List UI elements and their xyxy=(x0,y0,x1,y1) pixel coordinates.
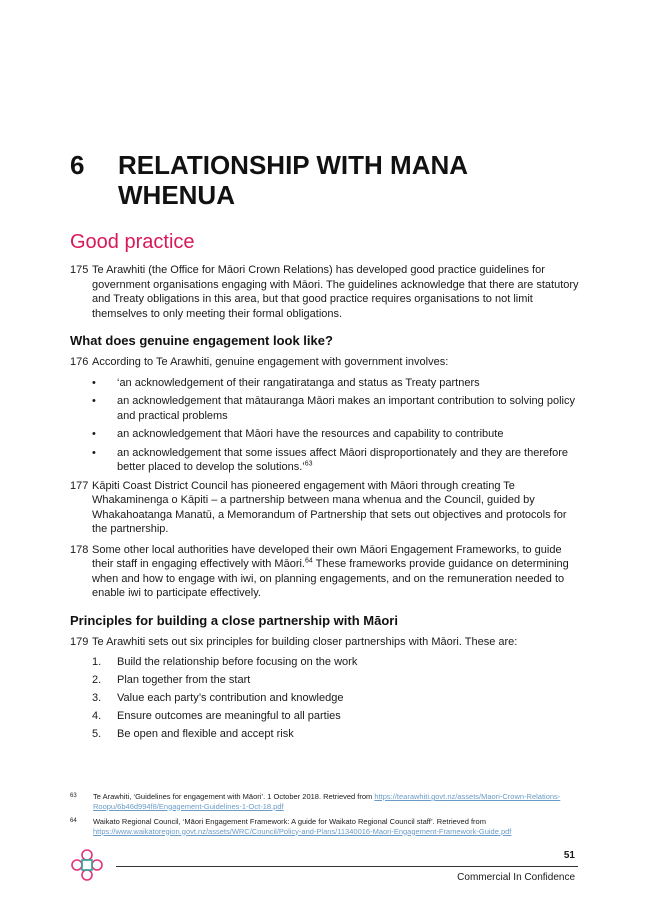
list-text: Be open and flexible and accept risk xyxy=(117,728,294,740)
paragraph-text: According to Te Arawhiti, genuine engagement with government involves: xyxy=(92,356,449,368)
paragraph-text: Te Arawhiti (the Office for Māori Crown Relations) has developed good practice guidelines for government organisations engaging with Māori. The guidelines acknowledge that there are statutory and Treaty obligations in this area, but that good practice requires organisations to not limit themselves to only meeting their formal obligations. xyxy=(92,264,579,320)
paragraph-175 xyxy=(70,263,580,321)
bullet-icon: • xyxy=(92,446,96,459)
paragraph-number: 178 xyxy=(70,543,89,556)
list-number: 5. xyxy=(92,728,102,740)
list-number: 2. xyxy=(92,674,102,686)
confidentiality-label: Commercial In Confidence xyxy=(457,872,575,883)
footnote-64 xyxy=(70,817,580,836)
list-number: 4. xyxy=(92,710,102,722)
subheading-genuine-engagement: What does genuine engagement look like? xyxy=(70,333,333,348)
paragraph-number: 175 xyxy=(70,264,89,276)
bullet-icon: • xyxy=(92,376,96,389)
list-item xyxy=(92,655,580,670)
chapter-number: 6 xyxy=(70,150,85,180)
paragraph-text: Kāpiti Coast District Council has pioneered engagement with Māori through creating Te Whakaminenga o Kāpiti – a partnership between mana whenua and the Council, guided by Whakahoatanga Manatū, a Memorandum of Partnership that sets out objectives and protocols for the partnership. xyxy=(92,479,567,535)
page-number: 51 xyxy=(563,850,575,861)
footnote-ref-63[interactable]: 63 xyxy=(304,460,313,468)
paragraph-text: Te Arawhiti sets out six principles for building closer partnerships with Māori. These are: xyxy=(92,635,518,648)
bullet-text: an acknowledgement that some issues affect Māori disproportionately and they are therefore better placed to develop the solutions.’$^{63}$ xyxy=(117,446,569,473)
bullet-icon: • xyxy=(92,395,96,407)
paragraph-number: 176 xyxy=(70,356,89,368)
list-item xyxy=(92,427,580,442)
list-text: Build the relationship before focusing on the work xyxy=(117,656,358,668)
footnote-text: Te Arawhiti, ‘Guidelines for engagement with Māori’. 1 October 2018. Retrieved from https://tearawhiti.govt.nz/assets/Maori-Crown-Relations-Roopu/6b46d994f8/Engagement-Guidelines-1-Oct-18.pdf xyxy=(93,792,561,811)
body-content xyxy=(70,263,580,745)
list-item xyxy=(92,727,580,742)
paragraph-179 xyxy=(70,635,580,650)
list-number: 1. xyxy=(92,656,102,668)
chapter-heading xyxy=(70,150,590,210)
footnote-link[interactable]: https://www.waikatoregion.govt.nz/assets/WRC/Council/Policy-and-Plans/11340016-Maori-Engagement-Framework-Guide.pdf xyxy=(93,826,512,836)
list-text: Ensure outcomes are meaningful to all parties xyxy=(117,710,341,722)
chapter-title: RELATIONSHIP WITH MANA WHENUA xyxy=(118,150,468,210)
bullet-text: an acknowledgement that mātauranga Māori makes an important contribution to solving policy and practical problems xyxy=(117,395,575,422)
principles-list xyxy=(92,655,580,742)
list-text: Plan together from the start xyxy=(117,674,251,686)
footnote-number: 64 xyxy=(70,818,77,824)
bullet-icon: • xyxy=(92,428,96,440)
footer-divider xyxy=(116,866,578,867)
paragraph-number: 177 xyxy=(70,479,89,492)
list-item xyxy=(92,394,580,423)
paragraph-178 xyxy=(70,543,580,601)
list-item xyxy=(92,673,580,688)
subheading-principles: Principles for building a close partnership with Māori xyxy=(70,612,398,628)
footnote-ref-64[interactable]: 64 xyxy=(305,557,313,565)
paragraph-number: 179 xyxy=(70,635,89,648)
paragraph-text: Some other local authorities have developed their own Māori Engagement Frameworks, to guide their staff in engaging effectively with Māori.$^{64}$ These frameworks provide guidance on determining when and how to engage with iwi, on planning engagements, and on the remuneration needed to enable iwi to participate effectively. xyxy=(92,543,569,599)
footnote-number: 63 xyxy=(70,793,77,799)
bullet-text: ‘an acknowledgement of their rangatiratanga and status as Treaty partners xyxy=(117,376,480,389)
organisation-logo-icon xyxy=(70,848,104,882)
section-title: Good practice xyxy=(70,231,195,253)
list-text: Value each party’s contribution and knowledge xyxy=(117,692,344,704)
bullet-text: an acknowledgement that Māori have the resources and capability to contribute xyxy=(117,428,504,440)
bullet-list xyxy=(92,376,580,475)
footnote-link[interactable]: https://tearawhiti.govt.nz/assets/Maori-Crown-Relations-Roopu/6b46d994f8/Engagement-Guidelines-1-Oct-18.pdf xyxy=(93,792,561,811)
list-number: 3. xyxy=(92,692,102,704)
paragraph-177 xyxy=(70,479,580,537)
footnotes xyxy=(70,792,580,842)
paragraph-176 xyxy=(70,355,580,370)
list-item xyxy=(92,446,580,475)
footnote-text: Waikato Regional Council, ‘Māori Engagement Framework: A guide for Waikato Regional Council staff’. Retrieved from https://www.waikatoregion.govt.nz/assets/WRC/Council/Policy-and-Plans/11340016-Maori-Engagement-Framework-Guide.pdf xyxy=(93,817,512,836)
list-item xyxy=(92,709,580,724)
list-item xyxy=(92,691,580,706)
footnote-63 xyxy=(70,792,580,811)
list-item xyxy=(92,376,580,391)
